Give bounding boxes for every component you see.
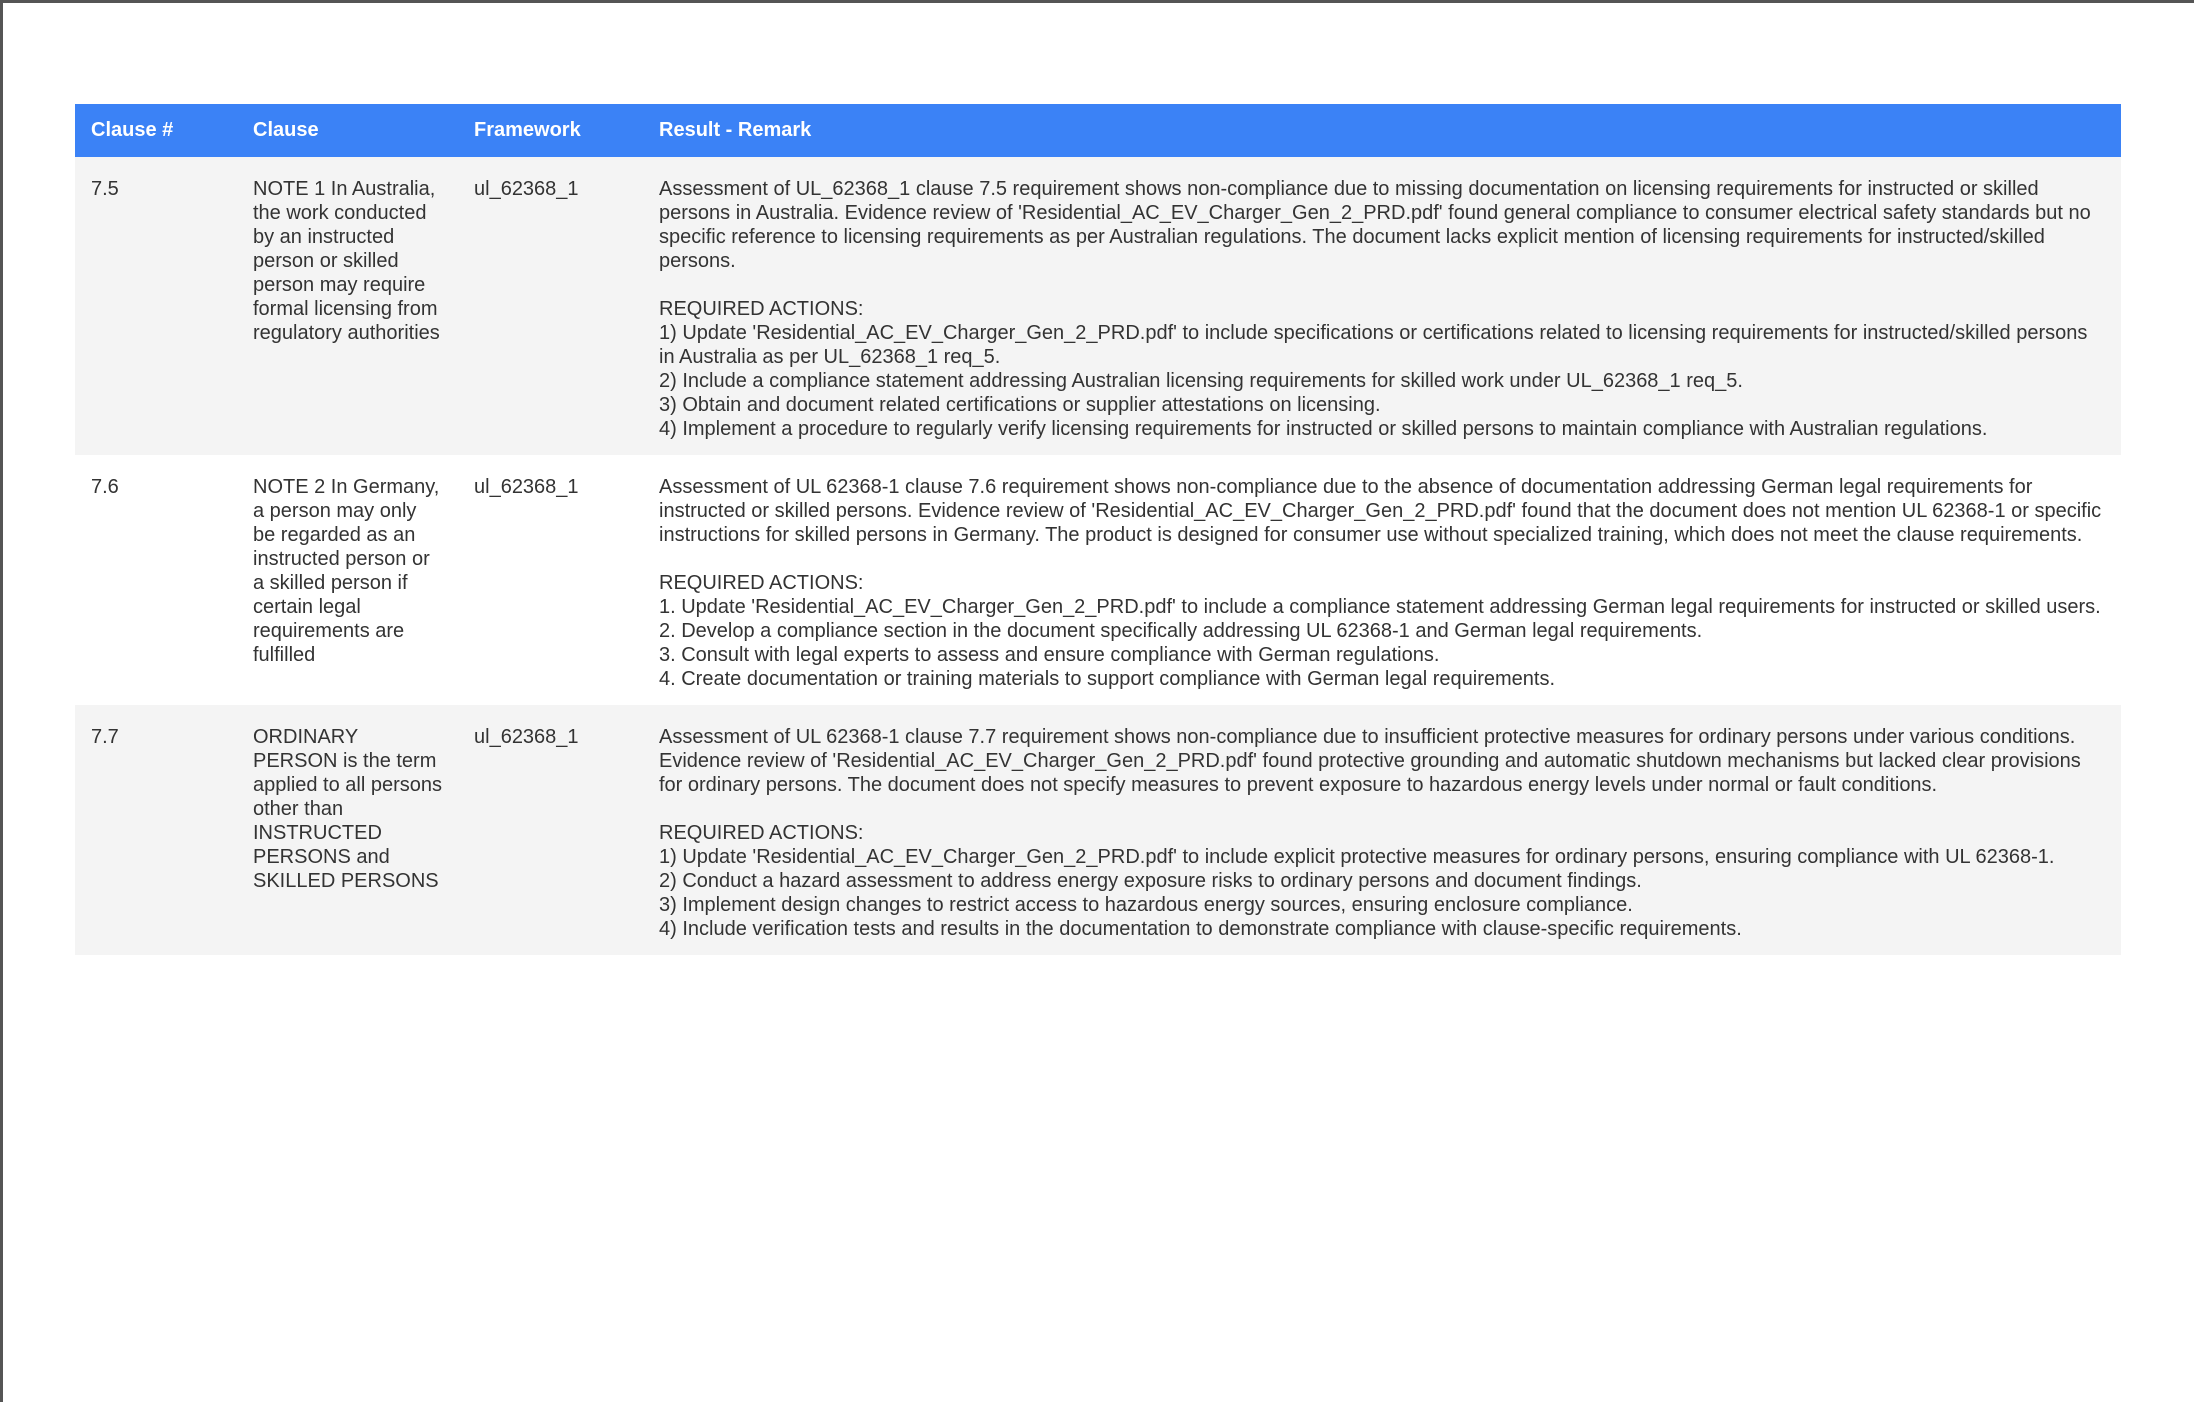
framework-cell: ul_62368_1 — [458, 705, 643, 955]
compliance-table — [75, 104, 2121, 955]
clause-number-cell: 7.7 — [75, 705, 237, 955]
header-row — [75, 104, 2121, 157]
table-row — [75, 157, 2121, 455]
required-actions-heading: REQUIRED ACTIONS: — [659, 822, 864, 844]
header-result-remark: Result - Remark — [643, 104, 2121, 157]
action-item: 1) Update 'Residential_AC_EV_Charger_Gen_2_PRD.pdf' to include explicit protective measures for ordinary persons, ensuring compliance with UL 62368-1. — [659, 846, 2055, 868]
action-item: 1. Update 'Residential_AC_EV_Charger_Gen_2_PRD.pdf' to include a compliance statement addressing German legal requirements for instructed or skilled users. — [659, 596, 2101, 618]
table-body — [75, 157, 2121, 955]
table-row — [75, 705, 2121, 955]
result-remark-cell — [643, 705, 2121, 955]
page-left-border — [0, 0, 3, 1402]
action-item: 2) Include a compliance statement addressing Australian licensing requirements for skilled work under UL_62368_1 req_5. — [659, 370, 1743, 392]
compliance-table-container — [75, 104, 2121, 955]
required-actions — [659, 821, 2105, 941]
assessment-text: Assessment of UL_62368_1 clause 7.5 requirement shows non-compliance due to missing documentation on licensing requirements for instructed or skilled persons in Australia. Evidence review of 'Residential_AC_EV_Charger_Gen_2_PRD.pdf' found general compliance to consumer electrical safety standards but no specific reference to licensing requirements as per Australian regulations. The document lacks explicit mention of licensing requirements for instructed/skilled persons. — [659, 178, 2091, 272]
action-item: 2) Conduct a hazard assessment to address energy exposure risks to ordinary persons and document findings. — [659, 870, 1642, 892]
page-top-border — [0, 0, 2194, 3]
header-framework: Framework — [458, 104, 643, 157]
action-item: 4. Create documentation or training materials to support compliance with German legal requirements. — [659, 668, 1555, 690]
assessment-text: Assessment of UL 62368-1 clause 7.6 requirement shows non-compliance due to the absence of documentation addressing German legal requirements for instructed or skilled persons. Evidence review of 'Residential_AC_EV_Charger_Gen_2_PRD.pdf' found that the document does not mention UL 62368-1 or specific instructions for skilled persons in Germany. The product is designed for consumer use without specialized training, which does not meet the clause requirements. — [659, 476, 2102, 546]
header-clause-number: Clause # — [75, 104, 237, 157]
clause-text-cell: ORDINARY PERSON is the term applied to all persons other than INSTRUCTED PERSONS and SKILLED PERSONS — [237, 705, 458, 955]
framework-cell: ul_62368_1 — [458, 455, 643, 705]
result-remark-cell — [643, 157, 2121, 455]
action-item: 3. Consult with legal experts to assess and ensure compliance with German regulations. — [659, 644, 1440, 666]
framework-cell: ul_62368_1 — [458, 157, 643, 455]
assessment-text: Assessment of UL 62368-1 clause 7.7 requirement shows non-compliance due to insufficient protective measures for ordinary persons under various conditions. Evidence review of 'Residential_AC_EV_Charger_Gen_2_PRD.pdf' found protective grounding and automatic shutdown mechanisms but lacked clear provisions for ordinary persons. The document does not specify measures to prevent exposure to hazardous energy levels under normal or fault conditions. — [659, 726, 2081, 796]
clause-number-cell: 7.6 — [75, 455, 237, 705]
required-actions-heading: REQUIRED ACTIONS: — [659, 572, 864, 594]
action-item: 3) Obtain and document related certifications or supplier attestations on licensing. — [659, 394, 1381, 416]
action-item: 4) Implement a procedure to regularly verify licensing requirements for instructed or skilled persons to maintain compliance with Australian regulations. — [659, 418, 1988, 440]
action-item: 1) Update 'Residential_AC_EV_Charger_Gen_2_PRD.pdf' to include specifications or certifications related to licensing requirements for instructed/skilled persons in Australia as per UL_62368_1 req_5. — [659, 322, 2088, 368]
clause-number-cell: 7.5 — [75, 157, 237, 455]
action-item: 2. Develop a compliance section in the document specifically addressing UL 62368-1 and German legal requirements. — [659, 620, 1703, 642]
required-actions — [659, 571, 2105, 691]
action-item: 3) Implement design changes to restrict access to hazardous energy sources, ensuring enclosure compliance. — [659, 894, 1633, 916]
header-clause: Clause — [237, 104, 458, 157]
result-remark-cell — [643, 455, 2121, 705]
clause-text-cell: NOTE 2 In Germany, a person may only be regarded as an instructed person or a skilled person if certain legal requirements are fulfilled — [237, 455, 458, 705]
required-actions — [659, 297, 2105, 441]
required-actions-heading: REQUIRED ACTIONS: — [659, 298, 864, 320]
table-header — [75, 104, 2121, 157]
clause-text-cell: NOTE 1 In Australia, the work conducted by an instructed person or skilled person may require formal licensing from regulatory authorities — [237, 157, 458, 455]
table-row — [75, 455, 2121, 705]
action-item: 4) Include verification tests and results in the documentation to demonstrate compliance with clause-specific requirements. — [659, 918, 1742, 940]
